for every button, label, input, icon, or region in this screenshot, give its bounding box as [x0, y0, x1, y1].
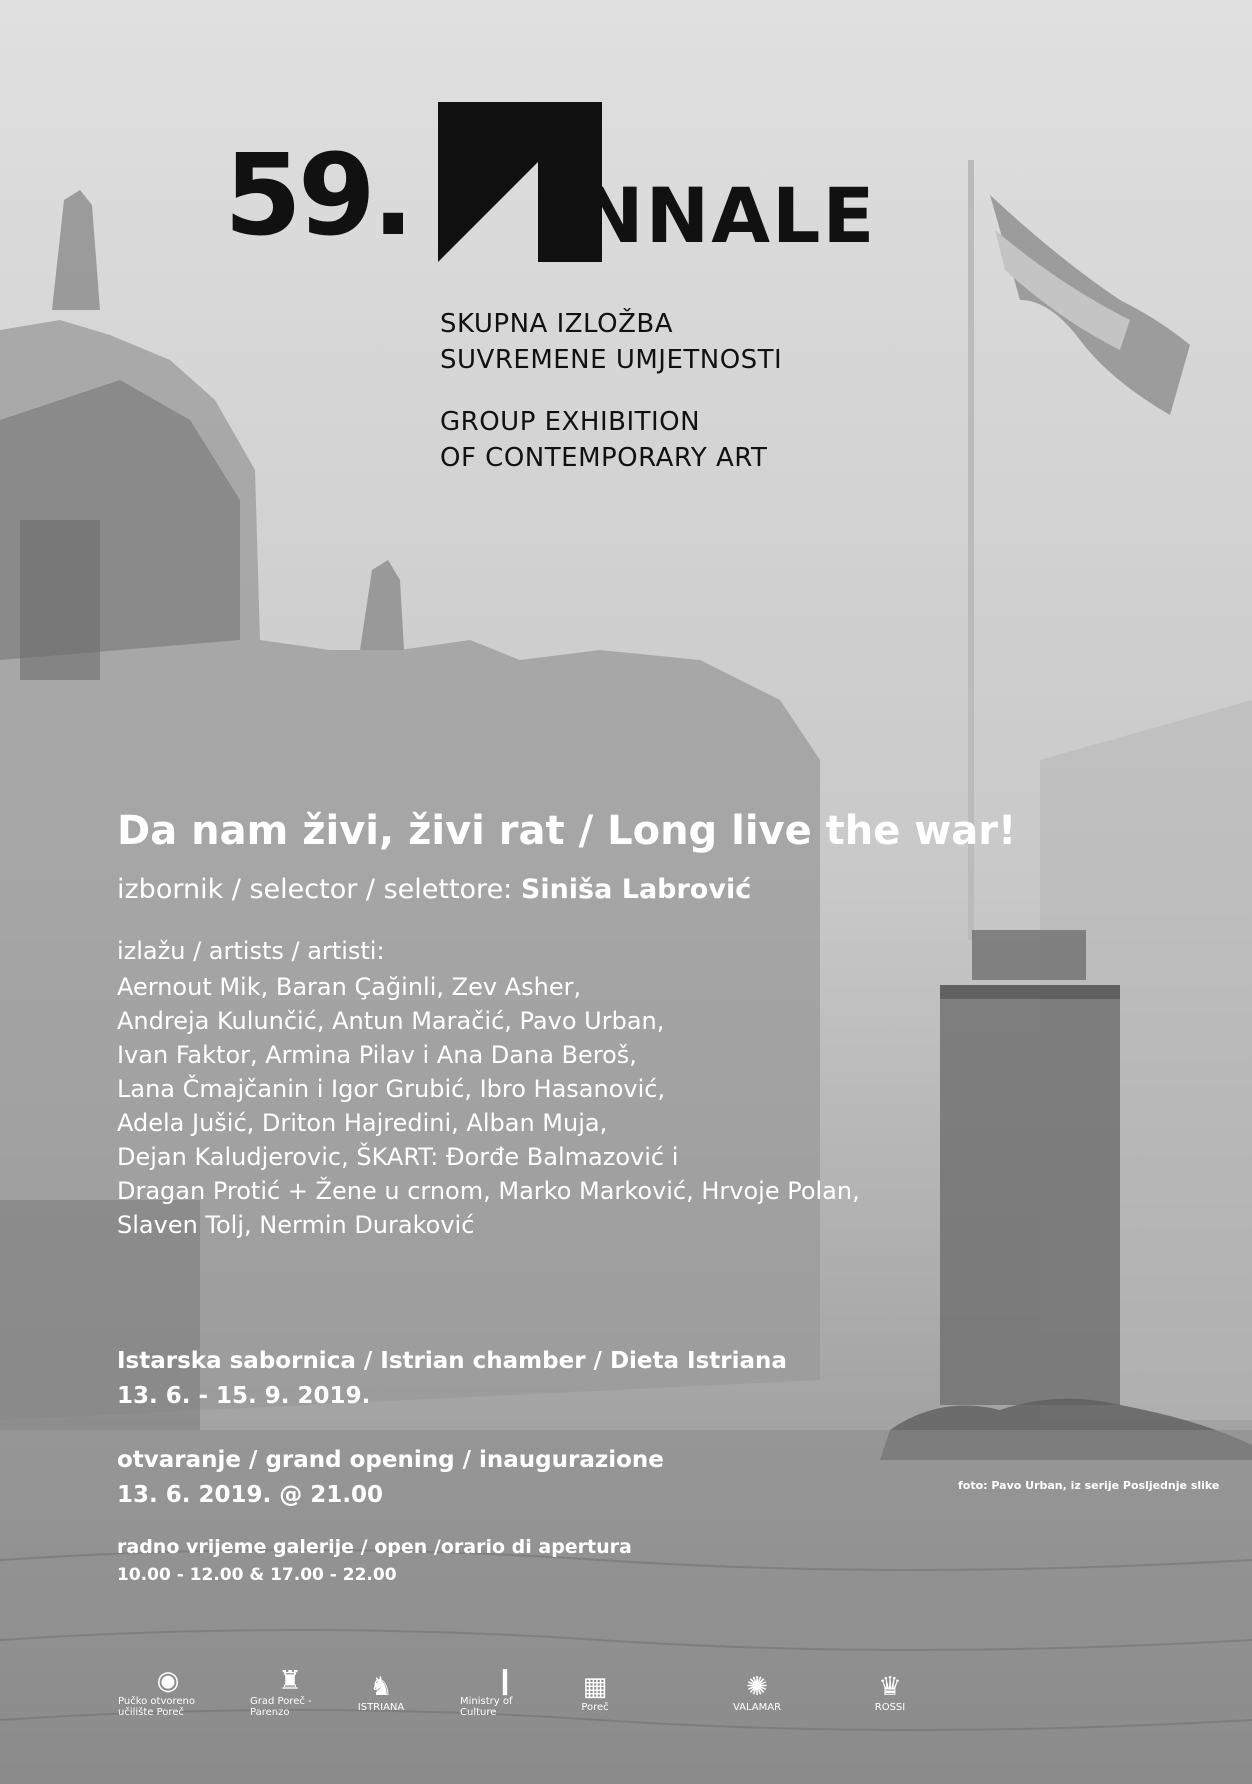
- subtitle-hr-line1: SKUPNA IZLOŽBA: [440, 309, 674, 339]
- annale-logo-mark: [438, 102, 602, 262]
- hours-label: radno vrijeme galerije / open /orario di apertura: [117, 1536, 632, 1558]
- subtitle-en-line2: OF CONTEMPORARY ART: [440, 443, 768, 473]
- subtitle-croatian: [440, 306, 782, 378]
- logo-number: 59.: [224, 131, 411, 261]
- porec-tourism-logo: ▦ Poreč: [581, 1671, 609, 1713]
- artists-line: Dragan Protić + Žene u crnom, Marko Marković, Hrvoje Polan,: [117, 1177, 860, 1205]
- photo-credit: foto: Pavo Urban, iz serije Posljednje slike: [958, 1479, 1220, 1492]
- venue-place: Istarska sabornica / Istrian chamber / Dieta Istriana: [117, 1348, 787, 1374]
- selector-label: izbornik / selector / selettore:: [117, 874, 513, 905]
- artists-line: Slaven Tolj, Nermin Duraković: [117, 1211, 475, 1239]
- valamar-logo: ✺ VALAMAR: [732, 1671, 782, 1713]
- opening-label: otvaranje / grand opening / inaugurazione: [117, 1447, 664, 1473]
- venue-dates: 13. 6. - 15. 9. 2019.: [117, 1383, 371, 1409]
- ministry-icon: ❙: [494, 1666, 516, 1696]
- selector-name: Siniša Labrović: [520, 874, 752, 905]
- artists-list: [117, 970, 877, 1242]
- artists-line: Adela Jušić, Driton Hajredini, Alban Muja,: [117, 1109, 608, 1137]
- artists-line: Ivan Faktor, Armina Pilav i Ana Dana Beroš,: [117, 1041, 637, 1069]
- subtitle-hr-line2: SUVREMENE UMJETNOSTI: [440, 345, 783, 375]
- porec-coat-logo: ♜ Grad Poreč - Parenzo: [250, 1666, 312, 1718]
- pou-icon: ◉: [156, 1666, 180, 1696]
- selector-line: [117, 874, 751, 905]
- istria-logo: ♞ ISTRIANA: [357, 1671, 405, 1713]
- hours-value: 10.00 - 12.00 & 17.00 - 22.00: [117, 1565, 397, 1585]
- opening-time: 13. 6. 2019. @ 21.00: [117, 1482, 384, 1508]
- crest-icon: ♛: [878, 1671, 902, 1702]
- culture-ministry-logo: ❙ Ministry of Culture: [460, 1666, 516, 1718]
- goat-icon: ♞: [369, 1671, 393, 1702]
- coat-of-arms-icon: ♜: [278, 1666, 302, 1696]
- artists-line: Dejan Kaludjerovic, ŠKART: Đorđe Balmazović i: [117, 1143, 679, 1171]
- artists-line: Aernout Mik, Baran Çağinli, Zev Asher,: [117, 973, 582, 1001]
- pou-logo: ◉ Pučko otvoreno učilište Poreč: [118, 1666, 195, 1718]
- subtitle-en-line1: GROUP EXHIBITION: [440, 407, 701, 437]
- artists-line: Andreja Kulunčić, Antun Maračić, Pavo Urban,: [117, 1007, 665, 1035]
- mosaic-icon: ▦: [582, 1671, 608, 1702]
- logo-word: NNALE: [580, 171, 877, 260]
- subtitle-english: [440, 404, 767, 476]
- artists-label: izlažu / artists / artisti:: [117, 937, 385, 965]
- artists-line: Lana Čmajčanin i Igor Grubić, Ibro Hasanović,: [117, 1075, 666, 1103]
- shell-icon: ✺: [746, 1671, 768, 1702]
- exhibition-title: Da nam živi, živi rat / Long live the war!: [117, 808, 1017, 854]
- rossi-logo: ♛ ROSSI: [874, 1671, 906, 1713]
